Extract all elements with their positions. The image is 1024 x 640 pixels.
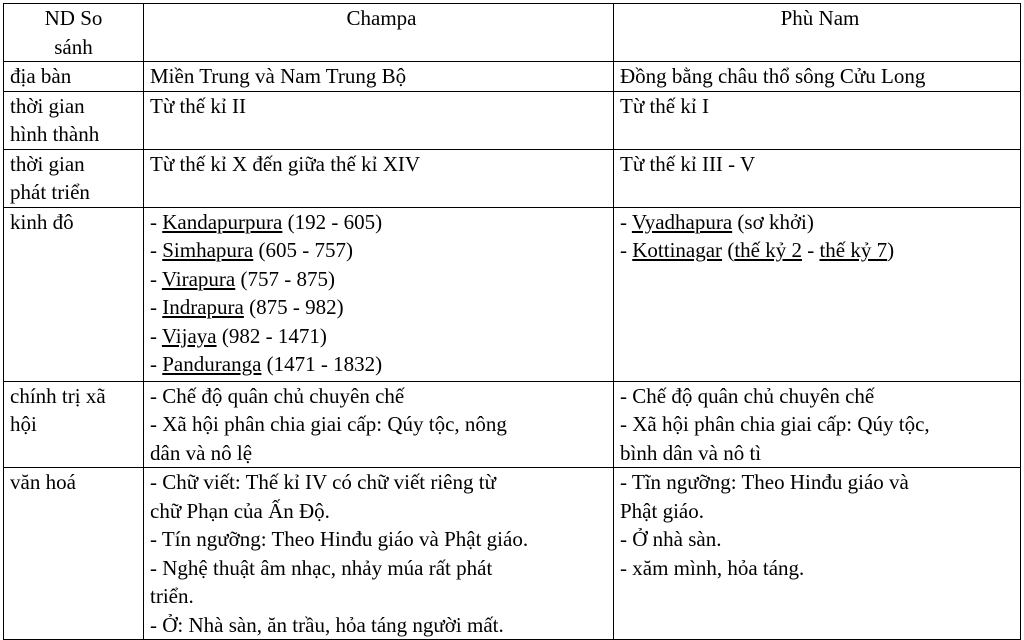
capital-years: (982 - 1471) — [216, 323, 327, 348]
champa-text: Từ thế kỉ II — [150, 93, 246, 118]
capital-item — [620, 208, 1020, 237]
capital-prefix: - — [620, 238, 633, 262]
phunam-text: Đồng bằng châu thổ sông Cửu Long — [620, 64, 926, 88]
capital-years: (1471 - 1832) — [261, 352, 383, 376]
capital-prefix: - — [150, 323, 162, 348]
phunam-text: bình dân và nô tì — [620, 440, 762, 465]
header-criteria-line: sánh — [54, 34, 93, 59]
century-link[interactable]: thế kỷ 2 — [734, 238, 802, 262]
capital-prefix: - — [150, 352, 163, 376]
row-label: thời gian — [10, 93, 85, 118]
phunam-cell — [614, 468, 1021, 640]
phunam-text: - Ở nhà sàn. — [620, 527, 722, 551]
row-culture — [4, 468, 1021, 640]
phunam-cell — [614, 207, 1021, 381]
capital-prefix: - — [150, 266, 162, 291]
capital-years: (605 - 757) — [253, 238, 353, 262]
row-label-cell — [4, 91, 144, 149]
century-link[interactable]: thế kỷ 7 — [819, 238, 888, 262]
capital-link[interactable]: Virapura — [161, 266, 236, 291]
comparison-table — [3, 3, 1021, 640]
row-label-cell — [4, 381, 144, 468]
champa-text: Từ thế kỉ X đến giữa thế kỉ XIV — [150, 151, 421, 176]
capital-item — [620, 236, 1020, 265]
header-champa: Champa — [346, 6, 417, 30]
capital-years: (757 - 875) — [235, 266, 335, 291]
capital-prefix: - — [620, 209, 632, 234]
capital-link[interactable]: Kandapurpura — [162, 209, 283, 234]
capital-link[interactable]: Panduranga — [162, 352, 262, 376]
champa-cell — [144, 468, 614, 640]
row-label: địa bàn — [10, 64, 72, 88]
capital-link[interactable]: Vijaya — [161, 323, 217, 348]
phunam-text: - Tĩn ngưỡng: Theo Hinđu giáo và — [620, 470, 909, 494]
capital-years: (192 - 605) — [282, 209, 383, 234]
capital-link[interactable]: Simhapura — [162, 238, 254, 262]
champa-text: - Ở: Nhà sàn, ăn trầu, hỏa táng người mất. — [150, 612, 504, 637]
champa-cell — [144, 381, 614, 468]
champa-text: dân và nô lệ — [150, 440, 253, 465]
champa-text: - Chế độ quân chủ chuyên chế — [150, 383, 405, 408]
row-label-cell — [4, 149, 144, 207]
capital-prefix: - — [150, 295, 163, 319]
header-row — [4, 4, 1021, 62]
phunam-cell — [614, 381, 1021, 468]
row-label: hình thành — [10, 122, 100, 146]
capital-prefix: - — [150, 238, 163, 262]
capital-prefix: - — [150, 209, 163, 234]
phunam-text: - Chế độ quân chủ chuyên chế — [620, 383, 875, 408]
row-label: chính trị xã — [10, 383, 106, 408]
row-label: văn hoá — [10, 470, 76, 494]
row-place — [4, 62, 1021, 92]
capital-item — [150, 350, 613, 379]
row-politics-society — [4, 381, 1021, 468]
header-champa-cell — [144, 4, 614, 62]
header-criteria-line: ND So — [44, 6, 103, 30]
capital-years: (875 - 982) — [243, 295, 344, 319]
champa-cell — [144, 149, 614, 207]
champa-text: - Tín ngưỡng: Theo Hinđu giáo và Phật giáo. — [150, 527, 529, 551]
row-label: kinh đô — [10, 209, 74, 234]
champa-text: triển. — [150, 584, 194, 608]
phunam-text: Từ thế kỉ III - V — [620, 151, 756, 176]
capital-paren-open: ( — [722, 238, 735, 262]
capital-item — [150, 236, 613, 265]
phunam-text: - Xã hội phân chia giai cấp: Qúy tộc, — [620, 412, 930, 436]
capital-item — [150, 265, 613, 294]
champa-cell — [144, 91, 614, 149]
row-label: hội — [10, 412, 37, 436]
row-development-time — [4, 149, 1021, 207]
row-formation-time — [4, 91, 1021, 149]
phunam-text: - xăm mình, hỏa táng. — [620, 555, 805, 580]
phunam-cell — [614, 62, 1021, 92]
header-phunam: Phù Nam — [780, 6, 860, 30]
row-label-cell — [4, 62, 144, 92]
row-label-cell — [4, 468, 144, 640]
champa-text: Miền Trung và Nam Trung Bộ — [150, 64, 407, 88]
row-label: phát triển — [10, 180, 90, 204]
capital-link[interactable]: Vyadhapura — [631, 209, 733, 234]
capital-dash: - — [801, 238, 820, 262]
header-phunam-cell — [614, 4, 1021, 62]
champa-text: - Xã hội phân chia giai cấp: Qúy tộc, nông — [150, 412, 507, 436]
row-capital — [4, 207, 1021, 381]
champa-text: - Nghệ thuật âm nhạc, nhảy múa rất phát — [150, 555, 493, 580]
champa-text: - Chữ viết: Thế kỉ IV có chữ viết riêng từ — [150, 470, 496, 494]
capital-link[interactable]: Kottinagar — [632, 238, 723, 262]
capital-item — [150, 322, 613, 351]
row-label: thời gian — [10, 151, 85, 176]
row-label-cell — [4, 207, 144, 381]
capital-note: (sơ khởi) — [732, 209, 814, 234]
phunam-cell — [614, 149, 1021, 207]
phunam-text: Từ thế kỉ I — [620, 93, 709, 118]
phunam-text: Phật giáo. — [620, 498, 704, 523]
champa-text: chữ Phạn của Ấn Độ. — [150, 498, 330, 523]
capital-link[interactable]: Indrapura — [162, 295, 244, 319]
capital-paren-close: ) — [887, 238, 895, 262]
capital-item — [150, 208, 613, 237]
champa-cell — [144, 207, 614, 381]
phunam-cell — [614, 91, 1021, 149]
capital-item — [150, 293, 613, 322]
champa-cell — [144, 62, 614, 92]
header-criteria-cell — [4, 4, 144, 62]
